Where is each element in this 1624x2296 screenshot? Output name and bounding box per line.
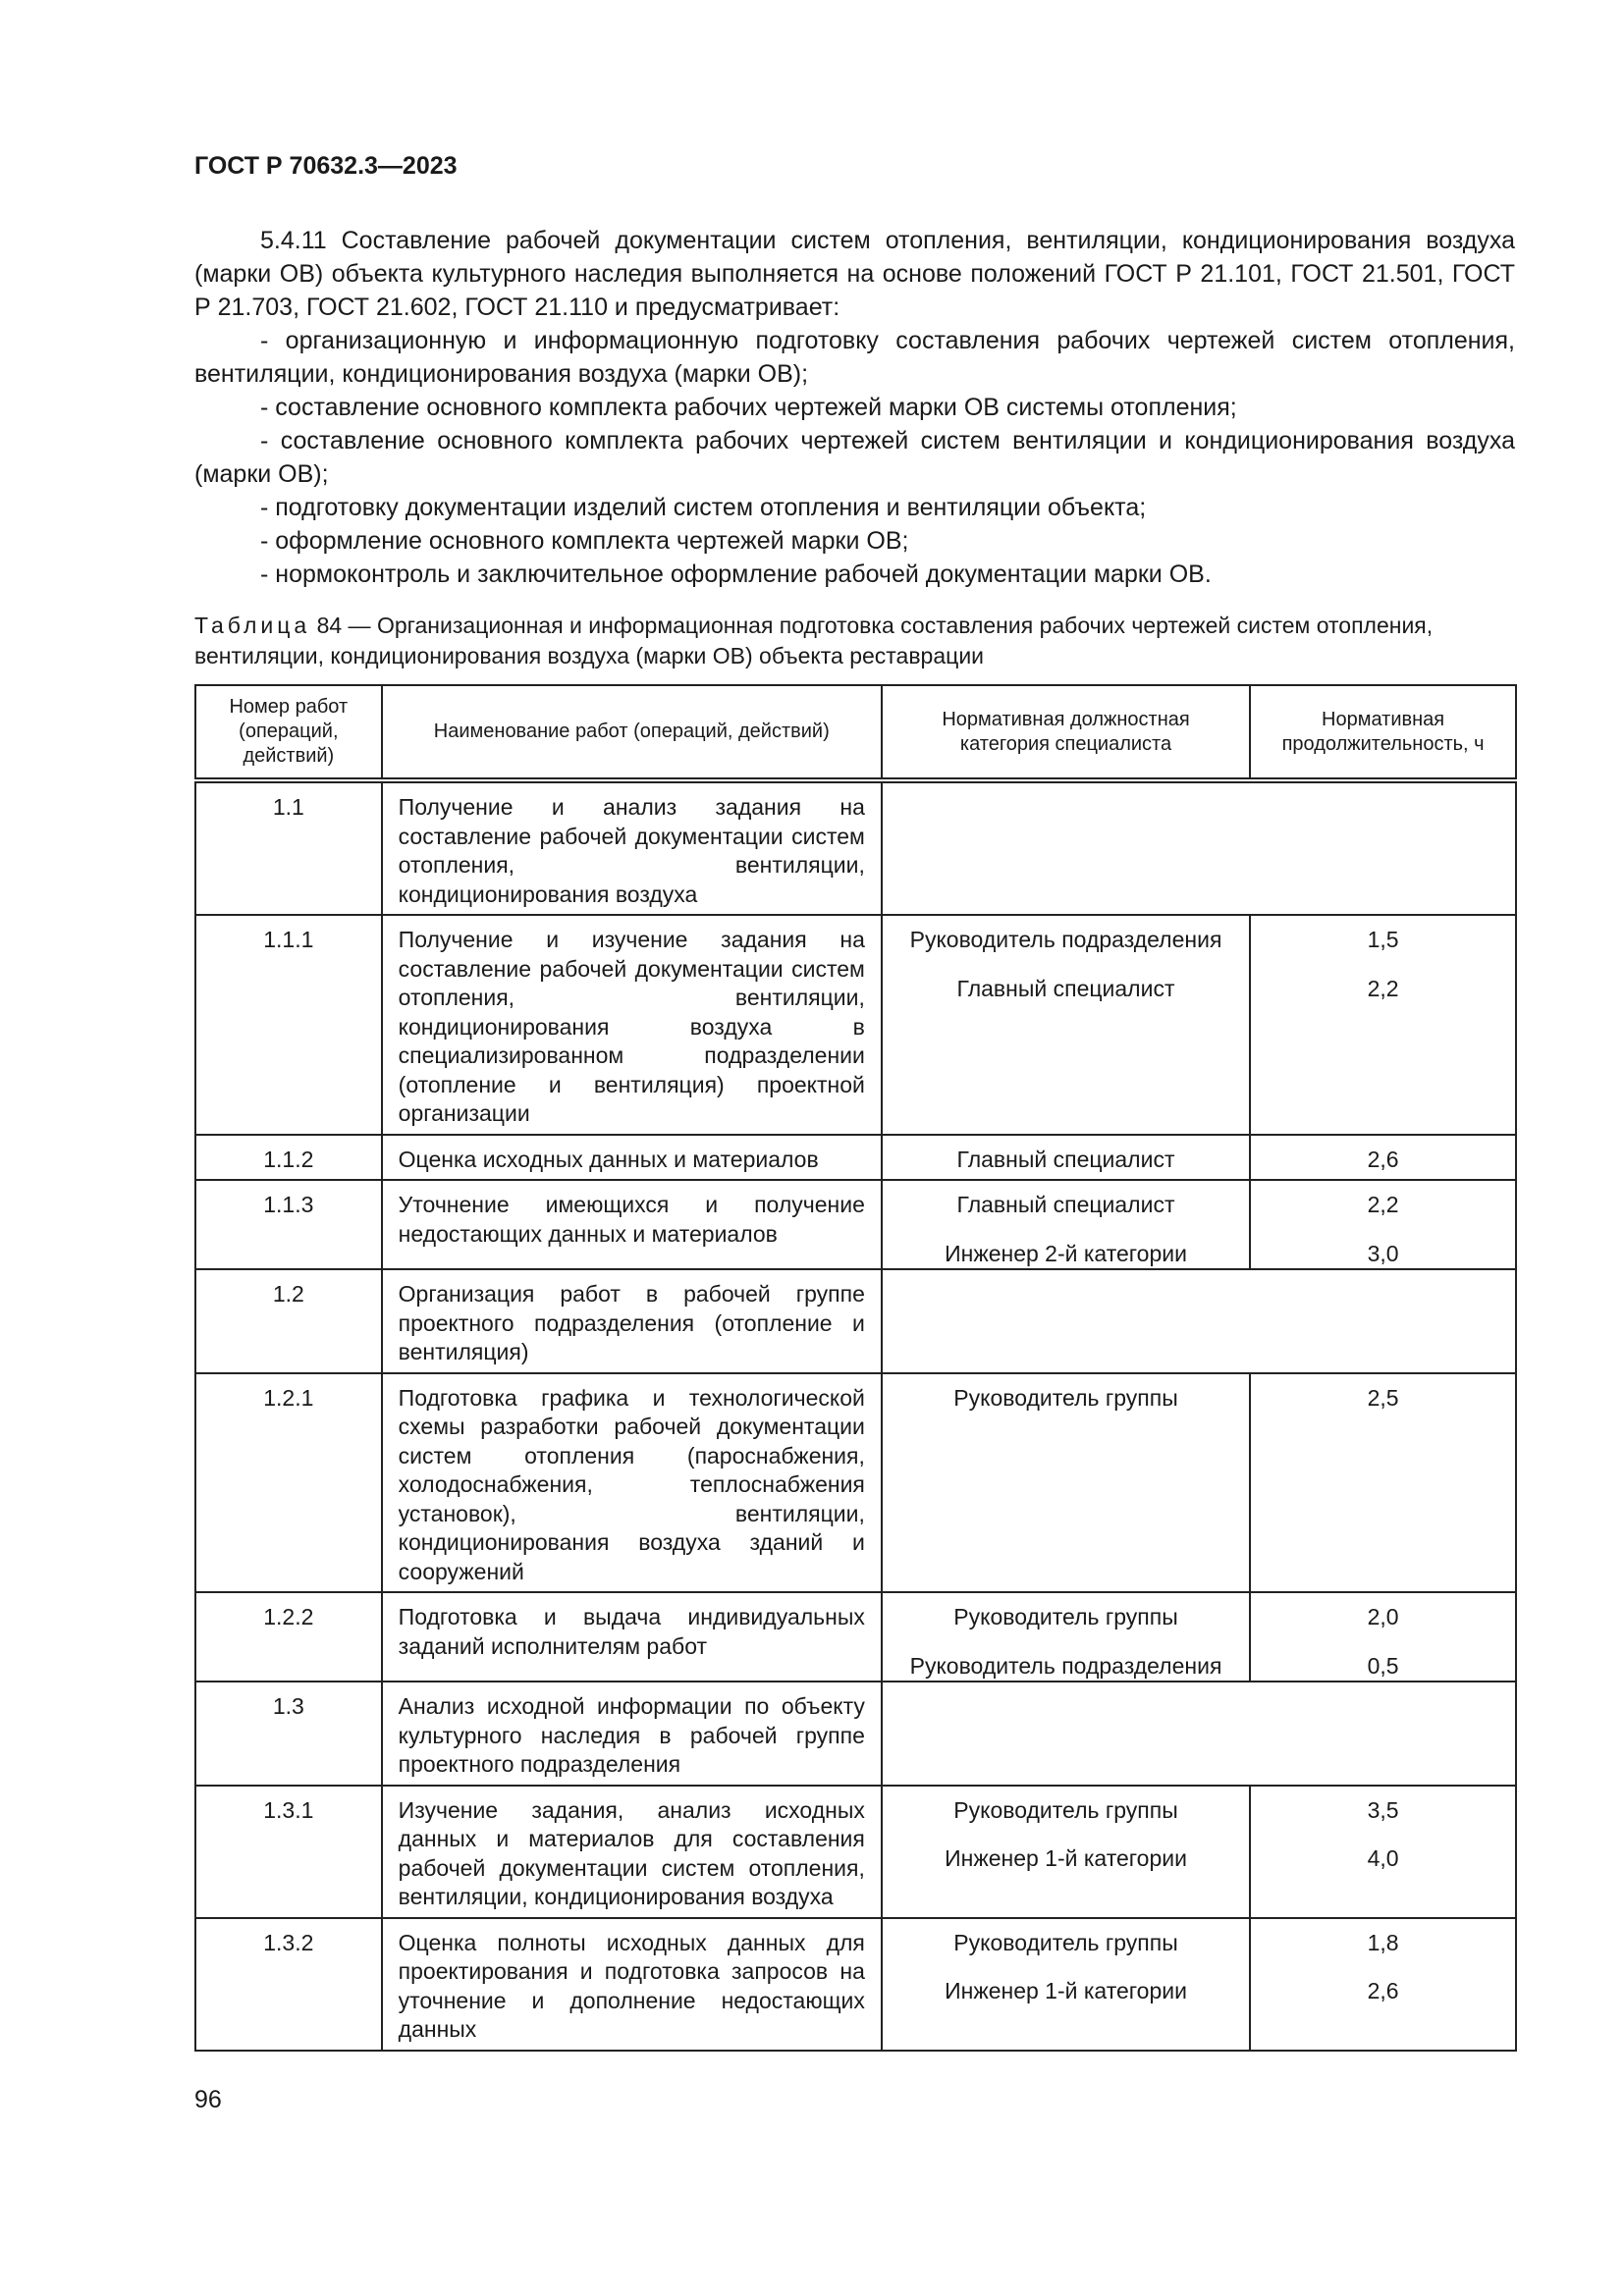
cell-name: Получение и анализ задания на составление рабочей документации систем отопления, вентиляции, кондиционирования воздуха: [382, 780, 882, 915]
duration-value: 4,0: [1367, 1845, 1399, 1871]
table-row: [195, 1918, 1516, 2051]
cell-num: 1.3.1: [195, 1786, 382, 1918]
duration-value: 3,0: [1367, 1240, 1399, 1266]
category-value: Главный специалист: [956, 1192, 1175, 1217]
cell-name: Организация работ в рабочей группе проектного подразделения (отопление и вентиляция): [382, 1269, 882, 1373]
duration-value: 2,2: [1367, 1192, 1399, 1217]
list-item: - составление основного комплекта рабочих чертежей марки ОВ системы отопления;: [260, 394, 1237, 421]
category-value: Руководитель подразделения: [909, 927, 1222, 952]
cell-duration: [1250, 1135, 1516, 1181]
duration-value: 2,6: [1367, 1146, 1399, 1172]
cell-name: Анализ исходной информации по объекту культурного наследия в рабочей группе проектного подразделения: [382, 1682, 882, 1786]
table-row: [195, 915, 1516, 1135]
cell-num: 1.3: [195, 1682, 382, 1786]
cell-duration: [1250, 1373, 1516, 1593]
cell-duration: [1250, 1180, 1516, 1269]
cell-category: [882, 1180, 1250, 1269]
cell-num: 1.2.1: [195, 1373, 382, 1593]
table-caption: [194, 611, 1515, 671]
list-item: - оформление основного комплекта чертежей марки ОВ;: [260, 527, 909, 555]
cell-duration: [1250, 1786, 1516, 1918]
table-row: [195, 1373, 1516, 1593]
table-body: [195, 780, 1516, 2051]
table-row: [195, 780, 1516, 915]
cell-num: 1.1.1: [195, 915, 382, 1135]
header-duration: Нормативная продолжительность, ч: [1250, 685, 1516, 780]
cell-num: 1.2.2: [195, 1592, 382, 1682]
table-header-row: [195, 685, 1516, 780]
duration-value: 2,5: [1367, 1384, 1399, 1411]
table-row: [195, 1786, 1516, 1918]
cell-name: Изучение задания, анализ исходных данных и материалов для составления рабочей документации систем отопления, вентиляции, кондиционирования воздуха: [382, 1786, 882, 1918]
cell-num: 1.1: [195, 780, 382, 915]
duration-value: 3,5: [1367, 1796, 1399, 1823]
cell-category: [882, 1918, 1250, 2051]
cell-name: Подготовка графика и технологической схемы разработки рабочей документации систем отопления (пароснабжения, холодоснабжения, теплоснабжения установок), вентиляции, кондиционирования воздуха зданий и сооружений: [382, 1373, 882, 1593]
cell-name: Получение и изучение задания на составление рабочей документации систем отопления, вентиляции, кондиционирования воздуха в специализированном подразделении (отопление и вентиляция) проектной организации: [382, 915, 882, 1135]
table-row: [195, 1180, 1516, 1269]
cell-name: Уточнение имеющихся и получение недостающих данных и материалов: [382, 1180, 882, 1269]
category-value: Руководитель группы: [953, 1929, 1178, 1955]
list-item: - организационную и информационную подготовку составления рабочих чертежей систем отопления, вентиляции, кондиционирования воздуха (марки ОВ);: [194, 327, 1515, 388]
cell-empty: [882, 1682, 1516, 1786]
table-caption-text: 84 — Организационная и информационная подготовка составления рабочих чертежей систем отопления, вентиляции, кондиционирования воздуха (марки ОВ) объекта реставрации: [194, 613, 1434, 668]
category-value: Руководитель группы: [953, 1796, 1178, 1823]
category-value: Инженер 2-й категории: [945, 1240, 1187, 1266]
duration-value: 1,8: [1367, 1929, 1399, 1955]
page-number: 96: [194, 2086, 222, 2113]
cell-num: 1.3.2: [195, 1918, 382, 2051]
duration-value: 2,6: [1367, 1978, 1399, 2003]
table-row: [195, 1592, 1516, 1682]
cell-num: 1.1.3: [195, 1180, 382, 1269]
cell-num: 1.2: [195, 1269, 382, 1373]
body-text: [194, 224, 1515, 591]
header-num: Номер работ (операций, действий): [195, 685, 382, 780]
duration-value: 1,5: [1367, 927, 1399, 952]
list-item: - нормоконтроль и заключительное оформление рабочей документации марки ОВ.: [260, 561, 1212, 588]
cell-category: [882, 1786, 1250, 1918]
category-value: Руководитель группы: [953, 1384, 1178, 1411]
cell-num: 1.1.2: [195, 1135, 382, 1181]
category-value: Главный специалист: [956, 1146, 1175, 1172]
document-header: ГОСТ Р 70632.3—2023: [194, 152, 458, 180]
header-name: Наименование работ (операций, действий): [382, 685, 882, 780]
category-value: Инженер 1-й категории: [945, 1978, 1187, 2003]
cell-duration: [1250, 915, 1516, 1135]
cell-category: [882, 1135, 1250, 1181]
cell-duration: [1250, 1918, 1516, 2051]
category-value: Руководитель подразделения: [909, 1652, 1222, 1679]
cell-name: Оценка полноты исходных данных для проектирования и подготовка запросов на уточнение и дополнение недостающих данных: [382, 1918, 882, 2051]
category-value: Руководитель группы: [953, 1604, 1178, 1629]
category-value: Главный специалист: [956, 975, 1175, 1001]
cell-category: [882, 915, 1250, 1135]
duration-value: 2,2: [1367, 975, 1399, 1001]
cell-duration: [1250, 1592, 1516, 1682]
list-item: - составление основного комплекта рабочих чертежей систем вентиляции и кондиционирования воздуха (марки ОВ);: [194, 427, 1515, 488]
table-row: [195, 1682, 1516, 1786]
header-category: Нормативная должностная категория специалиста: [882, 685, 1250, 780]
work-table: [194, 684, 1517, 2052]
duration-value: 0,5: [1367, 1652, 1399, 1679]
cell-category: [882, 1592, 1250, 1682]
cell-category: [882, 1373, 1250, 1593]
duration-value: 2,0: [1367, 1604, 1399, 1629]
table-row: [195, 1269, 1516, 1373]
intro-paragraph: 5.4.11 Составление рабочей документации систем отопления, вентиляции, кондиционирования воздуха (марки ОВ) объекта культурного наследия выполняется на основе положений ГОСТ Р 21.101, ГОСТ 21.501, ГОСТ Р 21.703, ГОСТ 21.602, ГОСТ 21.110 и предусматривает:: [194, 227, 1515, 321]
table-row: [195, 1135, 1516, 1181]
cell-name: Подготовка и выдача индивидуальных заданий исполнителям работ: [382, 1592, 882, 1682]
cell-empty: [882, 1269, 1516, 1373]
list-item: - подготовку документации изделий систем отопления и вентиляции объекта;: [260, 494, 1147, 521]
cell-name: Оценка исходных данных и материалов: [382, 1135, 882, 1181]
table-caption-label: Таблица: [194, 613, 311, 638]
cell-empty: [882, 780, 1516, 915]
category-value: Инженер 1-й категории: [945, 1845, 1187, 1871]
